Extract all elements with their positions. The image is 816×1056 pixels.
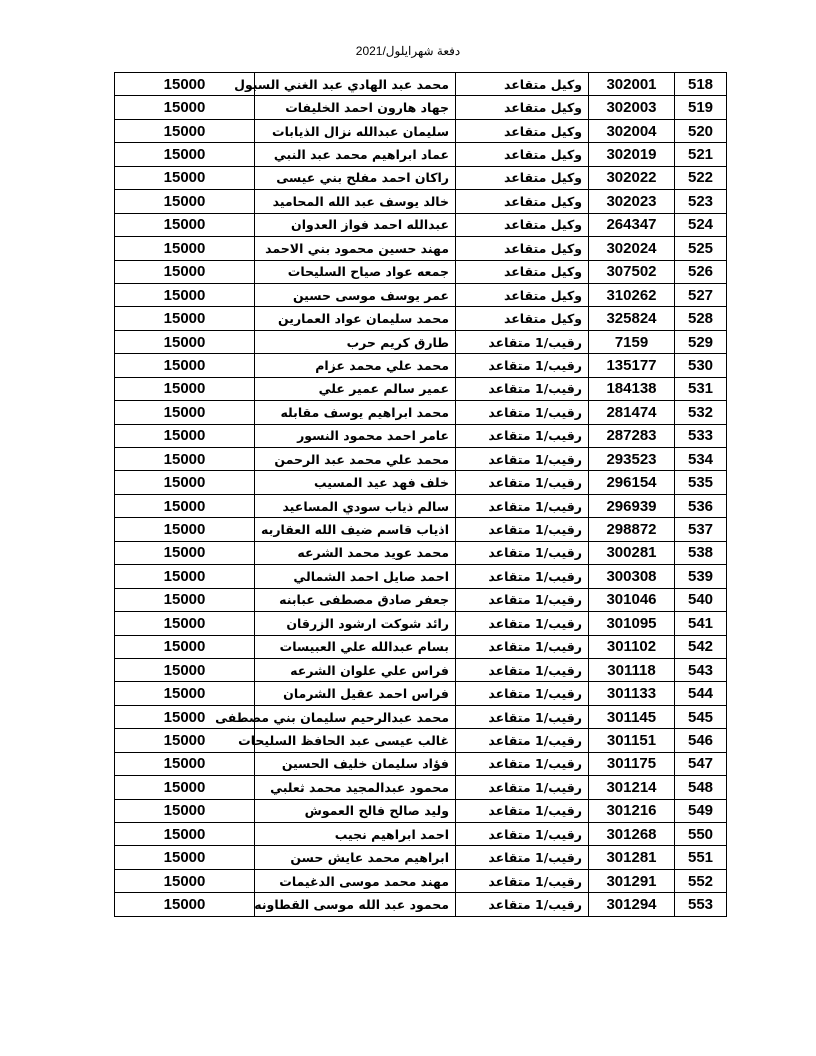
table-row [115, 635, 727, 658]
service-id-cell: 293523 [589, 448, 675, 471]
amount-cell: 15000 [115, 96, 255, 119]
person-name-cell: ابراهيم محمد عايش حسن [255, 846, 456, 869]
table-row [115, 705, 727, 728]
row-number-cell: 551 [675, 846, 727, 869]
person-name-cell: محمد عبدالرحيم سليمان بني مصطفى [255, 705, 456, 728]
service-id-cell: 301175 [589, 752, 675, 775]
amount-cell: 15000 [115, 237, 255, 260]
table-row [115, 682, 727, 705]
person-name-cell: محمد علي محمد عبد الرحمن [255, 448, 456, 471]
page-header: دفعة شهرايلول/2021 [355, 44, 461, 58]
service-id-cell: 296154 [589, 471, 675, 494]
amount-cell: 15000 [115, 893, 255, 916]
amount-cell: 15000 [115, 869, 255, 892]
roster-body [115, 73, 727, 917]
amount-cell: 15000 [115, 307, 255, 330]
row-number-cell: 545 [675, 705, 727, 728]
row-number-cell: 518 [675, 73, 727, 96]
table-row [115, 213, 727, 236]
amount-cell: 15000 [115, 448, 255, 471]
amount-cell: 15000 [115, 799, 255, 822]
rank-cell: رقيب/1 متقاعد [456, 658, 589, 681]
amount-cell: 15000 [115, 143, 255, 166]
rank-cell: رقيب/1 متقاعد [456, 471, 589, 494]
service-id-cell: 301216 [589, 799, 675, 822]
table-row [115, 799, 727, 822]
table-row [115, 518, 727, 541]
service-id-cell: 301046 [589, 588, 675, 611]
person-name-cell: محمود عبدالمجيد محمد ثعلبي [255, 776, 456, 799]
table-row [115, 448, 727, 471]
service-id-cell: 7159 [589, 330, 675, 353]
row-number-cell: 537 [675, 518, 727, 541]
person-name-cell: غالب عيسى عبد الحافظ السليحات [255, 729, 456, 752]
rank-cell: رقيب/1 متقاعد [456, 518, 589, 541]
table-row [115, 776, 727, 799]
row-number-cell: 525 [675, 237, 727, 260]
rank-cell: رقيب/1 متقاعد [456, 565, 589, 588]
table-row [115, 96, 727, 119]
service-id-cell: 301118 [589, 658, 675, 681]
table-row [115, 752, 727, 775]
service-id-cell: 287283 [589, 424, 675, 447]
row-number-cell: 523 [675, 190, 727, 213]
person-name-cell: جعفر صادق مصطفى عبابنه [255, 588, 456, 611]
amount-cell: 15000 [115, 776, 255, 799]
rank-cell: رقيب/1 متقاعد [456, 541, 589, 564]
row-number-cell: 543 [675, 658, 727, 681]
person-name-cell: محمد عبد الهادي عبد الغني السبول [255, 73, 456, 96]
rank-cell: وكيل متقاعد [456, 166, 589, 189]
person-name-cell: فؤاد سليمان خليف الحسين [255, 752, 456, 775]
service-id-cell: 302001 [589, 73, 675, 96]
rank-cell: رقيب/1 متقاعد [456, 705, 589, 728]
service-id-cell: 302019 [589, 143, 675, 166]
rank-cell: وكيل متقاعد [456, 237, 589, 260]
row-number-cell: 550 [675, 823, 727, 846]
table-row [115, 823, 727, 846]
row-number-cell: 521 [675, 143, 727, 166]
amount-cell: 15000 [115, 612, 255, 635]
person-name-cell: فراس احمد عقيل الشرمان [255, 682, 456, 705]
person-name-cell: راكان احمد مفلح بني عيسى [255, 166, 456, 189]
table-row [115, 330, 727, 353]
row-number-cell: 533 [675, 424, 727, 447]
row-number-cell: 549 [675, 799, 727, 822]
table-row [115, 612, 727, 635]
amount-cell: 15000 [115, 73, 255, 96]
rank-cell: رقيب/1 متقاعد [456, 330, 589, 353]
person-name-cell: فراس علي علوان الشرعه [255, 658, 456, 681]
table-row [115, 588, 727, 611]
person-name-cell: سالم ذياب سودي المساعيد [255, 494, 456, 517]
rank-cell: رقيب/1 متقاعد [456, 776, 589, 799]
table-row [115, 73, 727, 96]
service-id-cell: 264347 [589, 213, 675, 236]
row-number-cell: 540 [675, 588, 727, 611]
person-name-cell: جمعه عواد صياح السليحات [255, 260, 456, 283]
service-id-cell: 135177 [589, 354, 675, 377]
rank-cell: رقيب/1 متقاعد [456, 635, 589, 658]
person-name-cell: جهاد هارون احمد الخليفات [255, 96, 456, 119]
table-row [115, 424, 727, 447]
amount-cell: 15000 [115, 283, 255, 306]
person-name-cell: عامر احمد محمود النسور [255, 424, 456, 447]
amount-cell: 15000 [115, 119, 255, 142]
amount-cell: 15000 [115, 635, 255, 658]
person-name-cell: بسام عبدالله علي العبيسات [255, 635, 456, 658]
table-row [115, 893, 727, 916]
service-id-cell: 302003 [589, 96, 675, 119]
service-id-cell: 301268 [589, 823, 675, 846]
rank-cell: رقيب/1 متقاعد [456, 588, 589, 611]
row-number-cell: 520 [675, 119, 727, 142]
service-id-cell: 301095 [589, 612, 675, 635]
table-row [115, 846, 727, 869]
rank-cell: وكيل متقاعد [456, 143, 589, 166]
service-id-cell: 301151 [589, 729, 675, 752]
table-row [115, 190, 727, 213]
service-id-cell: 300281 [589, 541, 675, 564]
rank-cell: رقيب/1 متقاعد [456, 448, 589, 471]
amount-cell: 15000 [115, 823, 255, 846]
amount-cell: 15000 [115, 354, 255, 377]
table-row [115, 354, 727, 377]
rank-cell: رقيب/1 متقاعد [456, 869, 589, 892]
rank-cell: وكيل متقاعد [456, 73, 589, 96]
service-id-cell: 301145 [589, 705, 675, 728]
person-name-cell: مهند محمد موسى الدغيمات [255, 869, 456, 892]
rank-cell: رقيب/1 متقاعد [456, 424, 589, 447]
rank-cell: رقيب/1 متقاعد [456, 494, 589, 517]
row-number-cell: 534 [675, 448, 727, 471]
person-name-cell: عماد ابراهيم محمد عبد النبي [255, 143, 456, 166]
service-id-cell: 300308 [589, 565, 675, 588]
row-number-cell: 532 [675, 401, 727, 424]
amount-cell: 15000 [115, 565, 255, 588]
person-name-cell: سليمان عبدالله نزال الذيابات [255, 119, 456, 142]
rank-cell: وكيل متقاعد [456, 307, 589, 330]
row-number-cell: 519 [675, 96, 727, 119]
rank-cell: وكيل متقاعد [456, 190, 589, 213]
row-number-cell: 546 [675, 729, 727, 752]
amount-cell: 15000 [115, 682, 255, 705]
row-number-cell: 531 [675, 377, 727, 400]
service-id-cell: 310262 [589, 283, 675, 306]
row-number-cell: 529 [675, 330, 727, 353]
amount-cell: 15000 [115, 213, 255, 236]
service-id-cell: 302022 [589, 166, 675, 189]
table-row [115, 494, 727, 517]
person-name-cell: عمير سالم عمير علي [255, 377, 456, 400]
amount-cell: 15000 [115, 846, 255, 869]
person-name-cell: احمد ابراهيم نجيب [255, 823, 456, 846]
amount-cell: 15000 [115, 729, 255, 752]
row-number-cell: 522 [675, 166, 727, 189]
amount-cell: 15000 [115, 260, 255, 283]
rank-cell: رقيب/1 متقاعد [456, 377, 589, 400]
table-row [115, 283, 727, 306]
person-name-cell: محمد علي محمد عزام [255, 354, 456, 377]
amount-cell: 15000 [115, 588, 255, 611]
amount-cell: 15000 [115, 166, 255, 189]
rank-cell: رقيب/1 متقاعد [456, 401, 589, 424]
rank-cell: وكيل متقاعد [456, 260, 589, 283]
person-name-cell: محمد عويد محمد الشرعه [255, 541, 456, 564]
service-id-cell: 184138 [589, 377, 675, 400]
amount-cell: 15000 [115, 471, 255, 494]
row-number-cell: 528 [675, 307, 727, 330]
service-id-cell: 281474 [589, 401, 675, 424]
table-row [115, 869, 727, 892]
rank-cell: وكيل متقاعد [456, 213, 589, 236]
person-name-cell: عمر يوسف موسى حسين [255, 283, 456, 306]
row-number-cell: 527 [675, 283, 727, 306]
table-row [115, 307, 727, 330]
service-id-cell: 301281 [589, 846, 675, 869]
row-number-cell: 536 [675, 494, 727, 517]
person-name-cell: خلف فهد عيد المسيب [255, 471, 456, 494]
rank-cell: رقيب/1 متقاعد [456, 752, 589, 775]
table-row [115, 260, 727, 283]
service-id-cell: 302004 [589, 119, 675, 142]
roster-table [114, 72, 727, 917]
row-number-cell: 544 [675, 682, 727, 705]
amount-cell: 15000 [115, 330, 255, 353]
table-row [115, 471, 727, 494]
service-id-cell: 298872 [589, 518, 675, 541]
row-number-cell: 541 [675, 612, 727, 635]
person-name-cell: محمود عبد الله موسى القطاونه [255, 893, 456, 916]
person-name-cell: طارق كريم حرب [255, 330, 456, 353]
person-name-cell: خالد يوسف عبد الله المحاميد [255, 190, 456, 213]
row-number-cell: 548 [675, 776, 727, 799]
person-name-cell: مهند حسين محمود بني الاحمد [255, 237, 456, 260]
rank-cell: رقيب/1 متقاعد [456, 893, 589, 916]
person-name-cell: رائد شوكت ارشود الزرقان [255, 612, 456, 635]
rank-cell: رقيب/1 متقاعد [456, 354, 589, 377]
row-number-cell: 539 [675, 565, 727, 588]
amount-cell: 15000 [115, 494, 255, 517]
service-id-cell: 301291 [589, 869, 675, 892]
amount-cell: 15000 [115, 518, 255, 541]
rank-cell: رقيب/1 متقاعد [456, 682, 589, 705]
person-name-cell: احمد صايل احمد الشمالي [255, 565, 456, 588]
amount-cell: 15000 [115, 190, 255, 213]
table-row [115, 143, 727, 166]
rank-cell: رقيب/1 متقاعد [456, 823, 589, 846]
service-id-cell: 301214 [589, 776, 675, 799]
table-row [115, 541, 727, 564]
row-number-cell: 553 [675, 893, 727, 916]
amount-cell: 15000 [115, 401, 255, 424]
table-row [115, 565, 727, 588]
service-id-cell: 302023 [589, 190, 675, 213]
rank-cell: وكيل متقاعد [456, 96, 589, 119]
table-row [115, 658, 727, 681]
table-row [115, 401, 727, 424]
service-id-cell: 301294 [589, 893, 675, 916]
row-number-cell: 547 [675, 752, 727, 775]
row-number-cell: 524 [675, 213, 727, 236]
rank-cell: وكيل متقاعد [456, 283, 589, 306]
table-row [115, 237, 727, 260]
rank-cell: رقيب/1 متقاعد [456, 799, 589, 822]
amount-cell: 15000 [115, 377, 255, 400]
amount-cell: 15000 [115, 658, 255, 681]
service-id-cell: 296939 [589, 494, 675, 517]
table-row [115, 119, 727, 142]
row-number-cell: 526 [675, 260, 727, 283]
service-id-cell: 301133 [589, 682, 675, 705]
amount-cell: 15000 [115, 705, 255, 728]
person-name-cell: وليد صالح فالح العموش [255, 799, 456, 822]
service-id-cell: 325824 [589, 307, 675, 330]
rank-cell: رقيب/1 متقاعد [456, 846, 589, 869]
rank-cell: رقيب/1 متقاعد [456, 612, 589, 635]
row-number-cell: 542 [675, 635, 727, 658]
person-name-cell: عبدالله احمد فواز العدوان [255, 213, 456, 236]
person-name-cell: محمد سليمان عواد العمارين [255, 307, 456, 330]
amount-cell: 15000 [115, 541, 255, 564]
service-id-cell: 302024 [589, 237, 675, 260]
rank-cell: وكيل متقاعد [456, 119, 589, 142]
table-row [115, 166, 727, 189]
person-name-cell: محمد ابراهيم يوسف مقابله [255, 401, 456, 424]
rank-cell: رقيب/1 متقاعد [456, 729, 589, 752]
amount-cell: 15000 [115, 752, 255, 775]
row-number-cell: 552 [675, 869, 727, 892]
row-number-cell: 538 [675, 541, 727, 564]
person-name-cell: اذياب قاسم ضيف الله العقاربه [255, 518, 456, 541]
service-id-cell: 307502 [589, 260, 675, 283]
service-id-cell: 301102 [589, 635, 675, 658]
amount-cell: 15000 [115, 424, 255, 447]
table-row [115, 729, 727, 752]
table-row [115, 377, 727, 400]
row-number-cell: 530 [675, 354, 727, 377]
row-number-cell: 535 [675, 471, 727, 494]
